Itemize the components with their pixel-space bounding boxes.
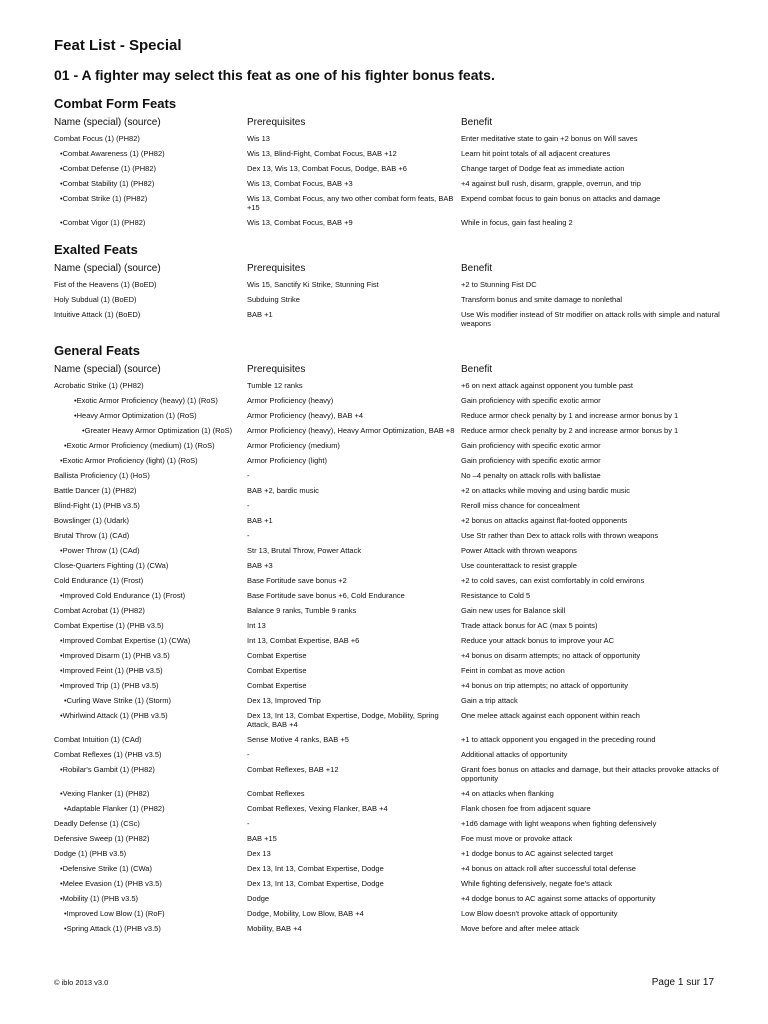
feat-benefit: +2 to Stunning Fist DC — [461, 280, 537, 289]
feat-benefit: While in focus, gain fast healing 2 — [461, 218, 573, 227]
feat-benefit: Foe must move or provoke attack — [461, 834, 573, 843]
feat-prerequisites: BAB +2, bardic music — [247, 486, 319, 495]
feat-benefit: +4 bonus on trip attempts; no attack of opportunity — [461, 681, 628, 690]
feat-prerequisites: Dex 13 — [247, 849, 271, 858]
feat-name: Battle Dancer (1) (PH82) — [54, 486, 137, 495]
feat-benefit: Enter meditative state to gain +2 bonus on Will saves — [461, 134, 638, 143]
feat-benefit: +2 to cold saves, can exist comfortably in cold environs — [461, 576, 645, 585]
feat-name: Close-Quarters Fighting (1) (CWa) — [54, 561, 169, 570]
feat-benefit: +4 bonus on disarm attempts; no attack of opportunity — [461, 651, 641, 660]
feat-prerequisites: Combat Expertise — [247, 666, 307, 675]
feat-prerequisites: Armor Proficiency (heavy), Heavy Armor Optimization, BAB +8 — [247, 426, 455, 435]
table-row — [54, 649, 724, 664]
feat-name: •Melee Evasion (1) (PHB v3.5) — [60, 879, 162, 888]
feat-prerequisites: Dodge — [247, 894, 270, 903]
feat-benefit: Resistance to Cold 5 — [461, 591, 531, 600]
feat-prerequisites: Base Fortitude save bonus +2 — [247, 576, 347, 585]
column-header: Benefit — [461, 263, 493, 274]
page-footer — [54, 977, 714, 989]
table-row — [54, 514, 724, 529]
feat-prerequisites: Dex 13, Int 13, Combat Expertise, Dodge — [247, 879, 384, 888]
table-row — [54, 634, 724, 649]
feat-name: •Improved Cold Endurance (1) (Frost) — [60, 591, 186, 600]
feat-name: •Exotic Armor Proficiency (light) (1) (RoS) — [60, 456, 198, 465]
feat-benefit: Gain proficiency with specific exotic armor — [461, 396, 601, 405]
feat-name: Combat Intuition (1) (CAd) — [54, 735, 142, 744]
column-header: Prerequisites — [247, 117, 306, 128]
feat-prerequisites: Dodge, Mobility, Low Blow, BAB +4 — [247, 909, 364, 918]
feat-name: •Greater Heavy Armor Optimization (1) (RoS) — [82, 426, 233, 435]
feat-name: •Robilar's Gambit (1) (PH82) — [60, 765, 155, 774]
table-row — [54, 733, 724, 748]
feat-benefit: Reduce armor check penalty by 2 and increase armor bonus by 1 — [461, 426, 679, 435]
table-row — [54, 589, 724, 604]
column-header: Benefit — [461, 364, 493, 375]
feat-benefit: Change target of Dodge feat as immediate action — [461, 164, 625, 173]
feat-prerequisites: Armor Proficiency (heavy) — [247, 396, 334, 405]
feat-name: Holy Subdual (1) (BoED) — [54, 295, 137, 304]
page-subtitle: 01 - A fighter may select this feat as one of his fighter bonus feats. — [54, 67, 495, 83]
feat-name: •Adaptable Flanker (1) (PH82) — [64, 804, 165, 813]
feat-prerequisites: - — [247, 819, 250, 828]
feat-prerequisites: Combat Expertise — [247, 651, 307, 660]
feat-benefit: Gain proficiency with specific exotic armor — [461, 456, 601, 465]
feat-benefit: Trade attack bonus for AC (max 5 points) — [461, 621, 598, 630]
section-heading: Exalted Feats — [54, 242, 138, 257]
feat-prerequisites: BAB +15 — [247, 834, 277, 843]
feat-prerequisites: Wis 15, Sanctify Ki Strike, Stunning Fist — [247, 280, 379, 289]
feat-benefit: Power Attack with thrown weapons — [461, 546, 577, 555]
feat-name: Blind-Fight (1) (PHB v3.5) — [54, 501, 140, 510]
table-row — [54, 679, 724, 694]
feat-name: Deadly Defense (1) (CSc) — [54, 819, 140, 828]
table-row — [54, 278, 724, 293]
feat-section — [54, 95, 724, 231]
feat-name: •Improved Combat Expertise (1) (CWa) — [60, 636, 191, 645]
feat-benefit: Gain a trip attack — [461, 696, 518, 705]
page-title: Feat List - Special — [54, 37, 182, 54]
table-row — [54, 409, 724, 424]
feat-name: Intuitive Attack (1) (BoED) — [54, 310, 141, 319]
column-header-row — [54, 117, 724, 129]
feat-name: •Improved Disarm (1) (PHB v3.5) — [60, 651, 170, 660]
table-row — [54, 424, 724, 439]
table-row — [54, 892, 724, 907]
table-row — [54, 574, 724, 589]
feat-name: •Curling Wave Strike (1) (Storm) — [64, 696, 171, 705]
feat-sections — [54, 95, 724, 937]
feat-benefit: +4 bonus on attack roll after successful total defense — [461, 864, 636, 873]
table-row — [54, 787, 724, 802]
feat-benefit: +1 dodge bonus to AC against selected target — [461, 849, 613, 858]
table-row — [54, 147, 724, 162]
feat-name: •Power Throw (1) (CAd) — [60, 546, 140, 555]
table-row — [54, 619, 724, 634]
table-row — [54, 604, 724, 619]
feat-name: Combat Expertise (1) (PHB v3.5) — [54, 621, 164, 630]
table-row — [54, 469, 724, 484]
table-row — [54, 664, 724, 679]
feat-prerequisites: Int 13 — [247, 621, 266, 630]
feat-section — [54, 241, 724, 332]
table-row — [54, 162, 724, 177]
feat-benefit: +4 against bull rush, disarm, grapple, overrun, and trip — [461, 179, 641, 188]
feat-benefit: +4 dodge bonus to AC against some attacks of opportunity — [461, 894, 656, 903]
feat-name: •Improved Low Blow (1) (RoF) — [64, 909, 165, 918]
feat-prerequisites: Int 13, Combat Expertise, BAB +6 — [247, 636, 360, 645]
table-row — [54, 817, 724, 832]
feat-prerequisites: Dex 13, Int 13, Combat Expertise, Dodge — [247, 864, 384, 873]
table-row — [54, 763, 724, 787]
feat-prerequisites: Str 13, Brutal Throw, Power Attack — [247, 546, 362, 555]
feat-benefit: +2 on attacks while moving and using bardic music — [461, 486, 631, 495]
table-row — [54, 379, 724, 394]
table-row — [54, 922, 724, 937]
table-row — [54, 907, 724, 922]
column-header: Name (special) (source) — [54, 117, 161, 128]
feat-name: Defensive Sweep (1) (PH82) — [54, 834, 150, 843]
feat-benefit: Use Str rather than Dex to attack rolls with thrown weapons — [461, 531, 659, 540]
feat-prerequisites: Tumble 12 ranks — [247, 381, 303, 390]
feat-name: •Combat Defense (1) (PH82) — [60, 164, 156, 173]
feat-prerequisites: Dex 13, Wis 13, Combat Focus, Dodge, BAB +6 — [247, 164, 407, 173]
feat-name: •Improved Feint (1) (PHB v3.5) — [60, 666, 163, 675]
feat-benefit: Gain proficiency with specific exotic armor — [461, 441, 601, 450]
feat-prerequisites: - — [247, 471, 250, 480]
feat-prerequisites: Wis 13 — [247, 134, 270, 143]
feat-name: •Combat Awareness (1) (PH82) — [60, 149, 165, 158]
feat-name: Acrobatic Strike (1) (PH82) — [54, 381, 144, 390]
feat-prerequisites: - — [247, 750, 250, 759]
feat-benefit: Low Blow doesn't provoke attack of opportunity — [461, 909, 618, 918]
feat-benefit: Reroll miss chance for concealment — [461, 501, 580, 510]
feat-benefit: Transform bonus and smite damage to nonlethal — [461, 295, 623, 304]
column-header-row — [54, 364, 724, 376]
feat-name: •Whirlwind Attack (1) (PHB v3.5) — [60, 711, 168, 720]
feat-benefit: +1d6 damage with light weapons when fighting defensively — [461, 819, 657, 828]
column-header: Prerequisites — [247, 263, 306, 274]
feat-benefit: Learn hit point totals of all adjacent creatures — [461, 149, 611, 158]
document-page — [54, 36, 724, 937]
table-row — [54, 499, 724, 514]
table-row — [54, 192, 724, 216]
feat-name: Combat Focus (1) (PH82) — [54, 134, 140, 143]
table-row — [54, 559, 724, 574]
feat-benefit: One melee attack against each opponent within reach — [461, 711, 640, 720]
table-row — [54, 394, 724, 409]
table-row — [54, 177, 724, 192]
feat-prerequisites: Wis 13, Combat Focus, BAB +9 — [247, 218, 353, 227]
feat-prerequisites: Combat Reflexes, BAB +12 — [247, 765, 339, 774]
table-row — [54, 544, 724, 559]
feat-prerequisites: - — [247, 501, 250, 510]
footer-page-number: Page 1 sur 17 — [651, 977, 714, 988]
feat-name: Fist of the Heavens (1) (BoED) — [54, 280, 157, 289]
feat-benefit: Reduce armor check penalty by 1 and increase armor bonus by 1 — [461, 411, 679, 420]
feat-name: Dodge (1) (PHB v3.5) — [54, 849, 127, 858]
column-header: Benefit — [461, 117, 493, 128]
table-row — [54, 216, 724, 231]
table-row — [54, 293, 724, 308]
feat-prerequisites: Subduing Strike — [247, 295, 300, 304]
section-heading: Combat Form Feats — [54, 96, 177, 111]
feat-section — [54, 342, 724, 937]
feat-prerequisites: Dex 13, Int 13, Combat Expertise, Dodge, Mobility, Spring Attack, BAB +4 — [247, 711, 439, 729]
feat-name: •Defensive Strike (1) (CWa) — [60, 864, 152, 873]
column-header: Name (special) (source) — [54, 263, 161, 274]
feat-name: •Improved Trip (1) (PHB v3.5) — [60, 681, 159, 690]
feat-prerequisites: Armor Proficiency (medium) — [247, 441, 340, 450]
feat-name: •Combat Vigor (1) (PH82) — [60, 218, 146, 227]
feat-prerequisites: Wis 13, Combat Focus, any two other combat form feats, BAB +15 — [247, 194, 454, 212]
feat-name: •Mobility (1) (PHB v3.5) — [60, 894, 139, 903]
feat-prerequisites: BAB +1 — [247, 516, 273, 525]
table-row — [54, 832, 724, 847]
feat-name: •Exotic Armor Proficiency (heavy) (1) (RoS) — [74, 396, 218, 405]
feat-prerequisites: - — [247, 531, 250, 540]
feat-prerequisites: Balance 9 ranks, Tumble 9 ranks — [247, 606, 357, 615]
feat-name: Bowslinger (1) (Udark) — [54, 516, 130, 525]
table-row — [54, 847, 724, 862]
feat-prerequisites: Combat Reflexes — [247, 789, 305, 798]
footer-copyright: © iblo 2013 v3.0 — [54, 978, 109, 987]
feat-prerequisites: Dex 13, Improved Trip — [247, 696, 321, 705]
feat-benefit: While fighting defensively, negate foe's attack — [461, 879, 612, 888]
feat-prerequisites: Armor Proficiency (heavy), BAB +4 — [247, 411, 364, 420]
table-row — [54, 308, 724, 332]
feat-benefit: Grant foes bonus on attacks and damage, but their attacks provoke attacks of opportunity — [461, 765, 719, 783]
section-heading: General Feats — [54, 343, 140, 358]
feat-benefit: Flank chosen foe from adjacent square — [461, 804, 591, 813]
table-row — [54, 862, 724, 877]
feat-name: •Combat Strike (1) (PH82) — [60, 194, 148, 203]
table-row — [54, 877, 724, 892]
feat-benefit: +4 on attacks when flanking — [461, 789, 554, 798]
feat-benefit: No –4 penalty on attack rolls with ballistae — [461, 471, 601, 480]
column-header: Name (special) (source) — [54, 364, 161, 375]
feat-name: •Spring Attack (1) (PHB v3.5) — [64, 924, 161, 933]
feat-name: Brutal Throw (1) (CAd) — [54, 531, 130, 540]
table-row — [54, 709, 724, 733]
feat-prerequisites: Combat Expertise — [247, 681, 307, 690]
feat-prerequisites: Mobility, BAB +4 — [247, 924, 302, 933]
feat-benefit: Use Wis modifier instead of Str modifier on attack rolls with simple and natural weapons — [461, 310, 720, 328]
feat-benefit: Additional attacks of opportunity — [461, 750, 568, 759]
table-row — [54, 748, 724, 763]
feat-benefit: Reduce your attack bonus to improve your AC — [461, 636, 614, 645]
table-row — [54, 484, 724, 499]
feat-name: Combat Acrobat (1) (PH82) — [54, 606, 145, 615]
column-header: Prerequisites — [247, 364, 306, 375]
feat-benefit: Expend combat focus to gain bonus on attacks and damage — [461, 194, 661, 203]
feat-name: •Exotic Armor Proficiency (medium) (1) (RoS) — [64, 441, 215, 450]
feat-prerequisites: Combat Reflexes, Vexing Flanker, BAB +4 — [247, 804, 388, 813]
table-row — [54, 694, 724, 709]
feat-benefit: +6 on next attack against opponent you tumble past — [461, 381, 633, 390]
feat-name: Ballista Proficiency (1) (HoS) — [54, 471, 150, 480]
feat-name: •Vexing Flanker (1) (PH82) — [60, 789, 150, 798]
feat-prerequisites: Base Fortitude save bonus +6, Cold Endurance — [247, 591, 405, 600]
feat-benefit: Move before and after melee attack — [461, 924, 579, 933]
feat-benefit: Use counterattack to resist grapple — [461, 561, 577, 570]
table-row — [54, 132, 724, 147]
feat-benefit: +2 bonus on attacks against flat-footed opponents — [461, 516, 628, 525]
feat-benefit: Feint in combat as move action — [461, 666, 565, 675]
feat-name: Cold Endurance (1) (Frost) — [54, 576, 144, 585]
feat-name: Combat Reflexes (1) (PHB v3.5) — [54, 750, 162, 759]
table-row — [54, 454, 724, 469]
feat-prerequisites: Sense Motive 4 ranks, BAB +5 — [247, 735, 349, 744]
feat-prerequisites: Armor Proficiency (light) — [247, 456, 328, 465]
column-header-row — [54, 263, 724, 275]
feat-name: •Heavy Armor Optimization (1) (RoS) — [74, 411, 197, 420]
feat-benefit: Gain new uses for Balance skill — [461, 606, 566, 615]
table-row — [54, 802, 724, 817]
feat-name: •Combat Stability (1) (PH82) — [60, 179, 155, 188]
feat-benefit: +1 to attack opponent you engaged in the preceding round — [461, 735, 656, 744]
feat-prerequisites: Wis 13, Blind-Fight, Combat Focus, BAB +12 — [247, 149, 397, 158]
table-row — [54, 529, 724, 544]
feat-prerequisites: Wis 13, Combat Focus, BAB +3 — [247, 179, 353, 188]
feat-prerequisites: BAB +1 — [247, 310, 273, 319]
table-row — [54, 439, 724, 454]
feat-prerequisites: BAB +3 — [247, 561, 273, 570]
